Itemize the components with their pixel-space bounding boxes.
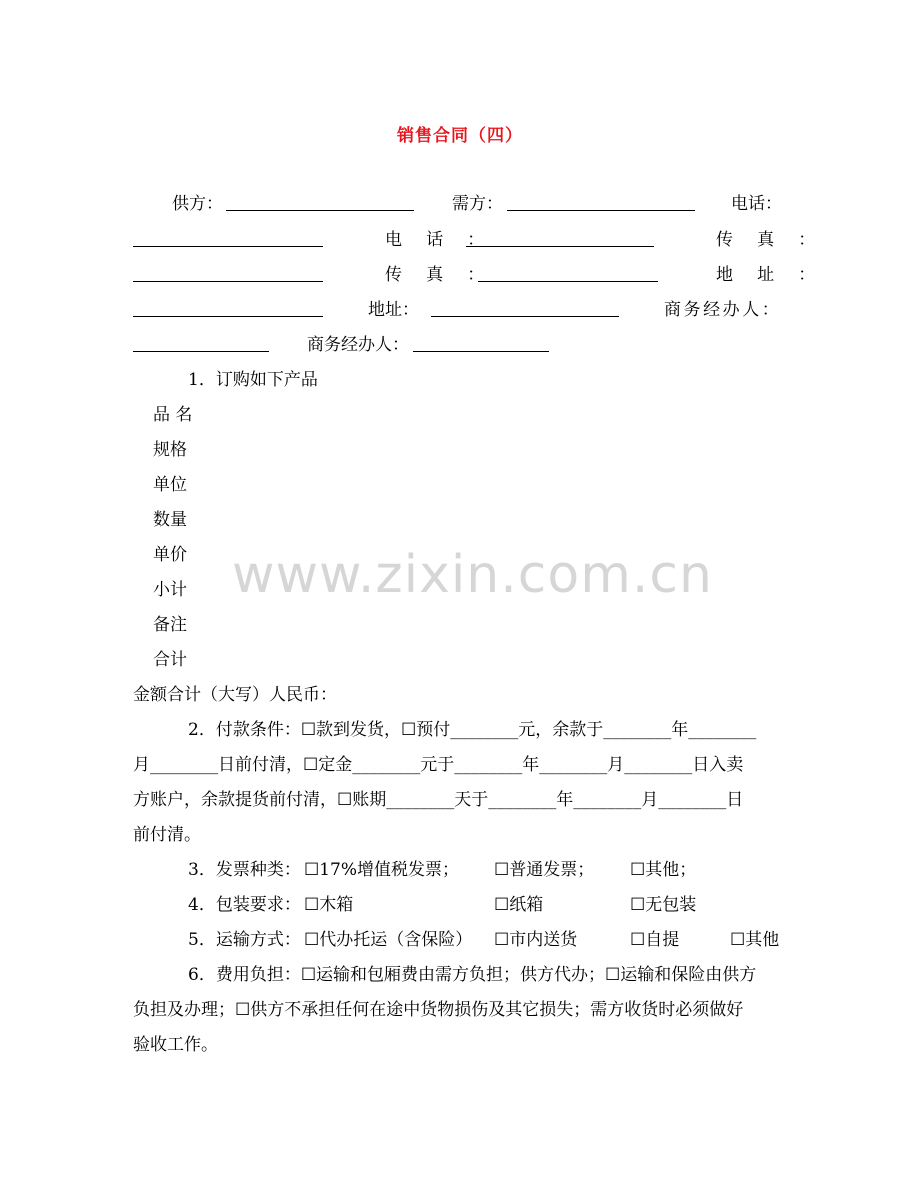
buyer-phone-blank[interactable] (466, 232, 654, 247)
transport-other-option[interactable]: ☐其他 (730, 930, 780, 950)
supplier-blank[interactable] (226, 196, 414, 211)
supplier-address-blank[interactable] (133, 302, 323, 317)
packaging-carton-option[interactable]: ☐纸箱 (494, 895, 544, 915)
supplier-agent-blank[interactable] (133, 337, 269, 352)
buyer-label: 需方： (452, 194, 503, 214)
buyer-address-label: 地址： (368, 300, 419, 320)
supplier-fax-blank[interactable] (133, 267, 323, 282)
supplier-address-label: 地 址 ： (716, 265, 825, 285)
payment-terms-line3: 方账户，余款提货前付清，☐账期________天于________年________月________日 (133, 790, 744, 810)
supplier-phone-label: 电话： (731, 194, 782, 214)
buyer-agent-blank[interactable] (413, 337, 549, 352)
buyer-address-blank[interactable] (431, 302, 619, 317)
invoice-normal-option[interactable]: ☐普通发票； (494, 860, 595, 880)
buyer-phone-label: 电 话 ： (385, 230, 494, 250)
cost-burden-line1: 6．费用负担：☐运输和包厢费由需方负担；供方代办；☐运输和保险由供方 (188, 965, 757, 985)
amount-total-caps: 金额合计（大写）人民币： (133, 685, 337, 705)
watermark-text: www.zixin.com.cn (232, 545, 713, 605)
field-quantity: 数量 (153, 510, 187, 530)
field-subtotal: 小计 (153, 580, 187, 600)
supplier-fax-label: 传 真 ： (716, 230, 825, 250)
field-spec: 规格 (153, 440, 187, 460)
buyer-fax-label: 传 真 ： (385, 265, 494, 285)
field-remark: 备注 (153, 615, 187, 635)
packaging-wood-option[interactable]: ☐木箱 (304, 895, 354, 915)
field-unit-price: 单价 (153, 545, 187, 565)
packaging-none-option[interactable]: ☐无包装 (630, 895, 697, 915)
buyer-agent-label: 商务经办人： (307, 335, 409, 355)
payment-terms-line1: 2．付款条件：☐款到发货，☐预付________元，余款于________年________ (188, 720, 757, 740)
supplier-label: 供方： (172, 194, 223, 214)
supplier-phone-blank[interactable] (133, 232, 323, 247)
transport-label: 5．运输方式： (188, 930, 301, 950)
invoice-vat-option[interactable]: ☐17%增值税发票； (304, 860, 460, 880)
field-product-name: 品 名 (153, 405, 193, 425)
supplier-agent-label: 商务经办人： (664, 300, 782, 320)
invoice-other-option[interactable]: ☐其他； (630, 860, 697, 880)
document-title: 销售合同（四） (397, 126, 523, 146)
cost-burden-line2: 负担及办理；☐供方不承担任何在途中货物损伤及其它损失；需方收货时必须做好 (133, 1000, 744, 1020)
section1-heading: 1．订购如下产品 (188, 370, 318, 390)
payment-terms-line2: 月________日前付清，☐定金________元于________年________月________日入卖 (133, 755, 744, 775)
field-total: 合计 (153, 650, 187, 670)
transport-local-option[interactable]: ☐市内送货 (494, 930, 578, 950)
field-unit: 单位 (153, 475, 187, 495)
invoice-type-label: 3．发票种类： (188, 860, 301, 880)
buyer-fax-blank[interactable] (478, 267, 658, 282)
transport-consign-option[interactable]: ☐代办托运（含保险） (304, 930, 473, 950)
cost-burden-line3: 验收工作。 (133, 1035, 218, 1055)
transport-pickup-option[interactable]: ☐自提 (630, 930, 680, 950)
buyer-blank[interactable] (507, 196, 695, 211)
packaging-label: 4．包装要求： (188, 895, 301, 915)
payment-terms-line4: 前付清。 (133, 825, 201, 845)
